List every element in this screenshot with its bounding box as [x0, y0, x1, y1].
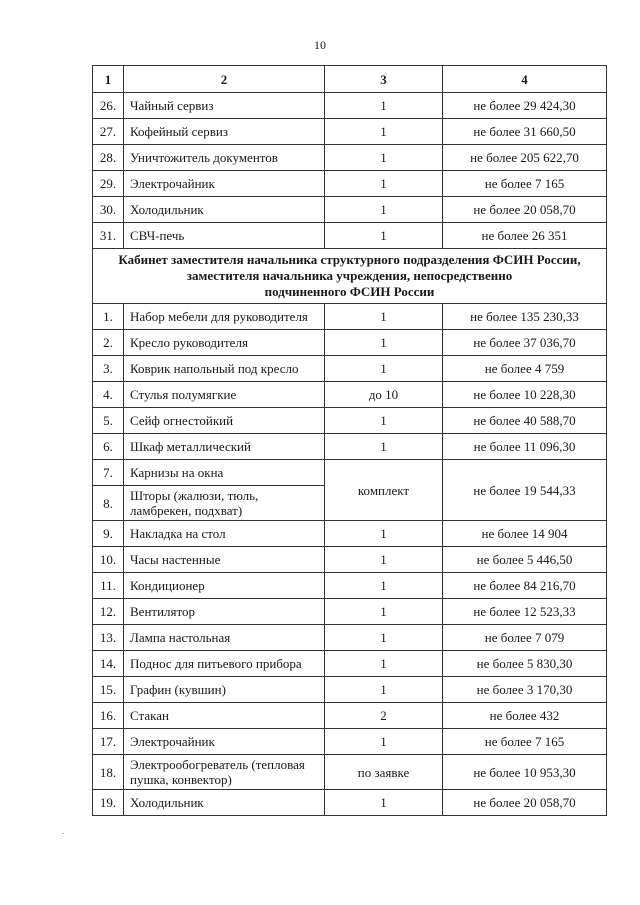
row-number: 15.	[93, 677, 124, 703]
table-row	[93, 434, 607, 460]
table-row	[93, 408, 607, 434]
item-name: Графин (кувшин)	[124, 677, 325, 703]
row-number: 14.	[93, 651, 124, 677]
table-row	[93, 625, 607, 651]
item-quantity: 1	[325, 790, 443, 816]
item-name: Кондиционер	[124, 573, 325, 599]
row-number: 13.	[93, 625, 124, 651]
item-name: Электрообогреватель (тепловая пушка, конвектор)	[124, 755, 325, 790]
section-heading-line: Кабинет заместителя начальника структурного подразделения ФСИН России,	[118, 252, 581, 267]
item-price: не более 37 036,70	[443, 330, 607, 356]
section-heading-row	[93, 249, 607, 304]
item-price: не более 7 165	[443, 729, 607, 755]
row-number: 8.	[93, 486, 124, 521]
item-price: не более 5 830,30	[443, 651, 607, 677]
item-name: Чайный сервиз	[124, 93, 325, 119]
table-row	[93, 729, 607, 755]
item-name: Стакан	[124, 703, 325, 729]
item-name: Лампа настольная	[124, 625, 325, 651]
item-quantity: 1	[325, 197, 443, 223]
row-number: 9.	[93, 521, 124, 547]
row-number: 27.	[93, 119, 124, 145]
item-quantity: 1	[325, 119, 443, 145]
row-number: 7.	[93, 460, 124, 486]
section-heading	[93, 249, 607, 304]
row-number: 11.	[93, 573, 124, 599]
table-row	[93, 119, 607, 145]
row-number: 28.	[93, 145, 124, 171]
item-price: не более 135 230,33	[443, 304, 607, 330]
table-row	[93, 356, 607, 382]
equipment-table	[92, 65, 607, 816]
item-price: не более 31 660,50	[443, 119, 607, 145]
table-row	[93, 599, 607, 625]
item-quantity: 2	[325, 703, 443, 729]
row-number: 30.	[93, 197, 124, 223]
item-quantity: комплект	[325, 460, 443, 521]
item-name: Стулья полумягкие	[124, 382, 325, 408]
item-quantity: 1	[325, 677, 443, 703]
item-name: Электрочайник	[124, 171, 325, 197]
table-row	[93, 677, 607, 703]
item-quantity: 1	[325, 304, 443, 330]
item-price: не более 19 544,33	[443, 460, 607, 521]
item-name: Холодильник	[124, 197, 325, 223]
item-name: Электрочайник	[124, 729, 325, 755]
row-number: 16.	[93, 703, 124, 729]
table-row	[93, 304, 607, 330]
table-row	[93, 547, 607, 573]
table-row	[93, 145, 607, 171]
item-price: не более 11 096,30	[443, 434, 607, 460]
item-name: Вентилятор	[124, 599, 325, 625]
row-number: 12.	[93, 599, 124, 625]
table-header-row	[93, 66, 607, 93]
item-price: не более 7 079	[443, 625, 607, 651]
item-name: Накладка на стол	[124, 521, 325, 547]
item-name: Шторы (жалюзи, тюль, ламбрекен, подхват)	[124, 486, 325, 521]
item-name: Часы настенные	[124, 547, 325, 573]
item-name: Кофейный сервиз	[124, 119, 325, 145]
table-row	[93, 171, 607, 197]
section-heading-line: подчиненного ФСИН России	[264, 284, 435, 299]
item-quantity: 1	[325, 573, 443, 599]
item-price: не более 26 351	[443, 223, 607, 249]
item-price: не более 29 424,30	[443, 93, 607, 119]
row-number: 6.	[93, 434, 124, 460]
table-row	[93, 93, 607, 119]
item-price: не более 4 759	[443, 356, 607, 382]
row-number: 18.	[93, 755, 124, 790]
table-row	[93, 651, 607, 677]
item-price: не более 14 904	[443, 521, 607, 547]
item-price: не более 7 165	[443, 171, 607, 197]
row-number: 2.	[93, 330, 124, 356]
column-header: 3	[325, 66, 443, 93]
item-name: Холодильник	[124, 790, 325, 816]
stray-mark: .	[62, 826, 65, 836]
row-number: 1.	[93, 304, 124, 330]
item-quantity: 1	[325, 356, 443, 382]
item-price: не более 20 058,70	[443, 790, 607, 816]
table-row	[93, 755, 607, 790]
item-name: Шкаф металлический	[124, 434, 325, 460]
row-number: 4.	[93, 382, 124, 408]
row-number: 26.	[93, 93, 124, 119]
table-row	[93, 703, 607, 729]
item-quantity: 1	[325, 330, 443, 356]
item-price: не более 40 588,70	[443, 408, 607, 434]
section-heading-line: заместителя начальника учреждения, непосредственно	[186, 268, 513, 283]
row-number: 19.	[93, 790, 124, 816]
item-price: не более 12 523,33	[443, 599, 607, 625]
column-header: 4	[443, 66, 607, 93]
row-number: 3.	[93, 356, 124, 382]
page-number: 10	[314, 38, 326, 52]
item-price: не более 5 446,50	[443, 547, 607, 573]
item-quantity: 1	[325, 93, 443, 119]
item-name: Набор мебели для руководителя	[124, 304, 325, 330]
item-price: не более 432	[443, 703, 607, 729]
item-price: не более 20 058,70	[443, 197, 607, 223]
item-quantity: 1	[325, 145, 443, 171]
item-name: Сейф огнестойкий	[124, 408, 325, 434]
item-price: не более 3 170,30	[443, 677, 607, 703]
item-quantity: 1	[325, 729, 443, 755]
item-quantity: по заявке	[325, 755, 443, 790]
table-row	[93, 573, 607, 599]
item-quantity: 1	[325, 408, 443, 434]
item-price: не более 10 953,30	[443, 755, 607, 790]
item-quantity: 1	[325, 599, 443, 625]
table-row	[93, 460, 607, 486]
item-name: Коврик напольный под кресло	[124, 356, 325, 382]
item-name: Кресло руководителя	[124, 330, 325, 356]
item-quantity: 1	[325, 547, 443, 573]
row-number: 17.	[93, 729, 124, 755]
table-row	[93, 197, 607, 223]
item-name: Уничтожитель документов	[124, 145, 325, 171]
row-number: 29.	[93, 171, 124, 197]
column-header: 2	[124, 66, 325, 93]
item-quantity: 1	[325, 521, 443, 547]
column-header: 1	[93, 66, 124, 93]
table-row	[93, 330, 607, 356]
item-name: Карнизы на окна	[124, 460, 325, 486]
item-price: не более 205 622,70	[443, 145, 607, 171]
item-name: Поднос для питьевого прибора	[124, 651, 325, 677]
table-row	[93, 521, 607, 547]
row-number: 5.	[93, 408, 124, 434]
item-price: не более 84 216,70	[443, 573, 607, 599]
table-row	[93, 223, 607, 249]
item-quantity: 1	[325, 625, 443, 651]
item-quantity: 1	[325, 651, 443, 677]
item-quantity: 1	[325, 223, 443, 249]
item-price: не более 10 228,30	[443, 382, 607, 408]
row-number: 10.	[93, 547, 124, 573]
item-quantity: 1	[325, 434, 443, 460]
item-quantity: до 10	[325, 382, 443, 408]
item-quantity: 1	[325, 171, 443, 197]
table-row	[93, 382, 607, 408]
table-row	[93, 790, 607, 816]
item-name: СВЧ-печь	[124, 223, 325, 249]
row-number: 31.	[93, 223, 124, 249]
